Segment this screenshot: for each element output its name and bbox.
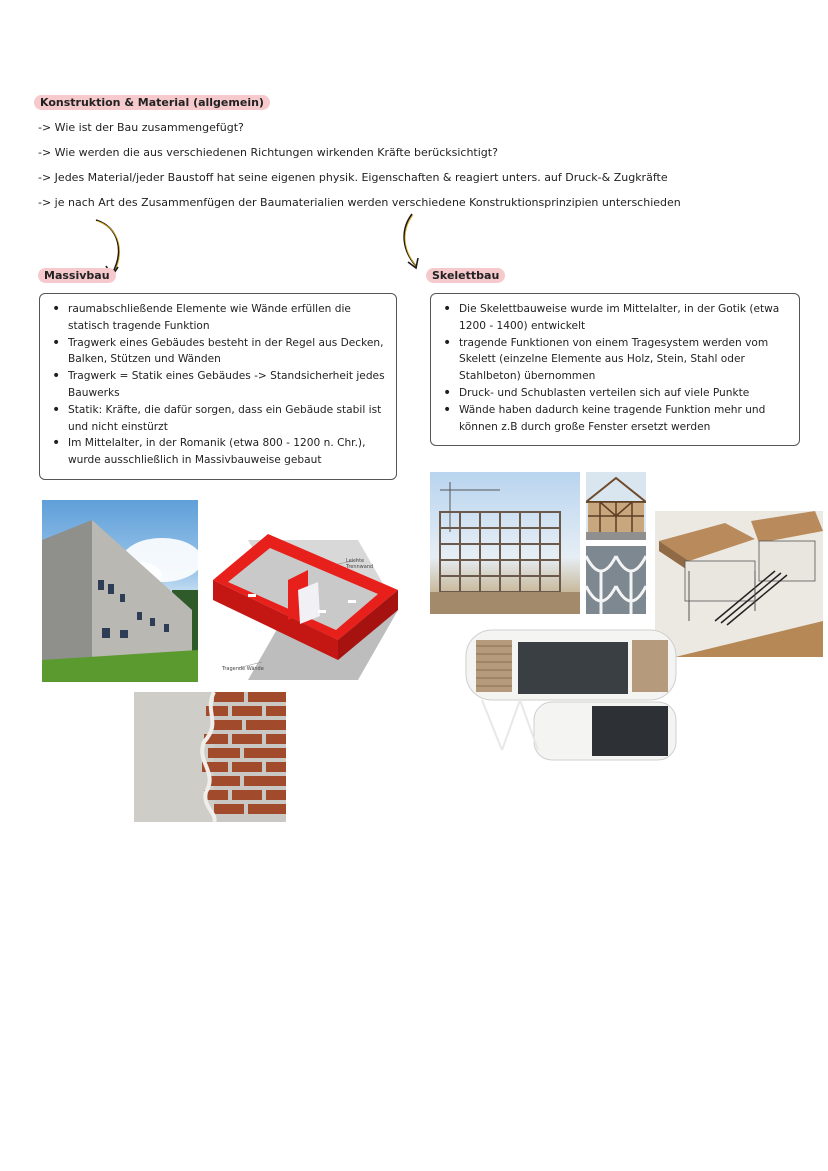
skelettbau-bullet-3: • Druck- und Schublasten verteilen sich auf viele Punkte: [443, 385, 789, 402]
concrete-building-image: [42, 500, 198, 682]
tragende-waende-label: Tragende Wände: [222, 666, 264, 672]
massivbau-bullet-1: • raumabschließende Elemente wie Wände erfüllen die statisch tragende Funktion: [52, 301, 386, 335]
info-line-4: -> je nach Art des Zusammenfügen der Baumaterialien werden verschiedene Konstruktionsprinzipien unterschieden: [38, 196, 681, 209]
question-line-2: -> Wie werden die aus verschiedenen Richtungen wirkenden Kräfte berücksichtigt?: [38, 146, 498, 159]
massivbau-box: [39, 293, 397, 480]
modern-pod-house-image: [462, 626, 682, 766]
timber-frame-image: [586, 472, 646, 540]
concrete-brick-wall-image: [134, 692, 286, 822]
skelettbau-box: [430, 293, 800, 446]
white-rib-structure-image: [586, 546, 646, 614]
skelettbau-title: Skelettbau: [426, 268, 505, 283]
arrow-down-right-icon: [398, 210, 428, 272]
load-bearing-walls-diagram: [208, 530, 398, 680]
skelettbau-bullet-1: • Die Skelettbauweise wurde im Mittelalter, in der Gotik (etwa 1200 - 1400) entwickelt: [443, 301, 789, 335]
skelettbau-bullet-2: • tragende Funktionen von einem Tragesystem werden vom Skelett (einzelne Elemente aus Holz, Stein, Stahl oder Stahlbeton) übernommen: [443, 335, 789, 385]
massivbau-title: Massivbau: [38, 268, 116, 283]
skelettbau-bullet-4: • Wände haben dadurch keine tragende Funktion mehr und können z.B durch große Fenster ersetzt werden: [443, 402, 789, 436]
section-title: Konstruktion & Material (allgemein): [34, 95, 270, 110]
info-line-3: -> Jedes Material/jeder Baustoff hat seine eigenen physik. Eigenschaften & reagiert unters. auf Druck-& Zugkräfte: [38, 171, 668, 184]
massivbau-bullet-5: • Im Mittelalter, in der Romanik (etwa 800 - 1200 n. Chr.), wurde ausschließlich in Massivbauweise gebaut: [52, 435, 386, 469]
skeleton-construction-site-image: [430, 472, 580, 614]
massivbau-bullet-3: • Tragwerk = Statik eines Gebäudes -> Standsicherheit jedes Bauwerks: [52, 368, 386, 402]
leichte-trennwand-label: Leichte Trennwand: [346, 558, 374, 570]
massivbau-bullet-2: • Tragwerk eines Gebäudes besteht in der Regel aus Decken, Balken, Stützen und Wänden: [52, 335, 386, 369]
question-line-1: -> Wie ist der Bau zusammengefügt?: [38, 121, 244, 134]
massivbau-bullet-4: • Statik: Kräfte, die dafür sorgen, dass ein Gebäude stabil ist und nicht einstürzt: [52, 402, 386, 436]
